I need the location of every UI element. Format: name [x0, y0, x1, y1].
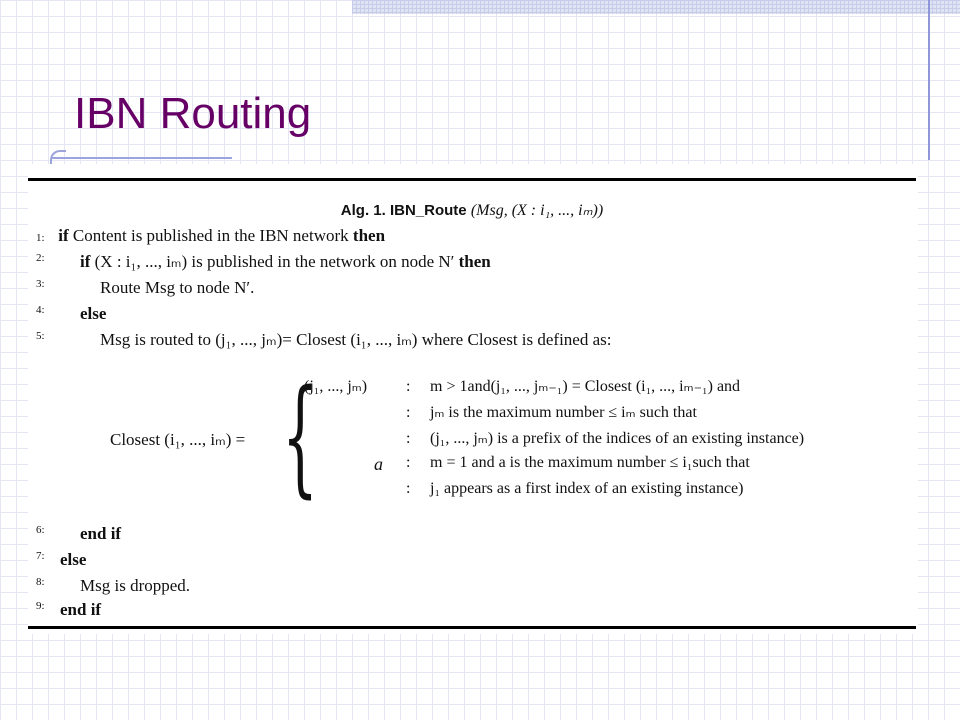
algorithm-line-5 [36, 330, 612, 350]
keyword: then [458, 252, 491, 271]
case-text: jₘ is the maximum number ≤ iₘ such that [430, 404, 697, 421]
line-number: 2: [36, 252, 45, 264]
line-text: (X : i₁, ..., iₘ) is published in the network on node N′ [90, 252, 459, 271]
case-text: m = 1 and a is the maximum number ≤ i₁such that [430, 454, 750, 471]
keyword: end if [60, 600, 102, 619]
algorithm-line-8 [36, 576, 191, 596]
line-text: Content is published in the IBN network [68, 226, 353, 245]
algorithm-figure [28, 164, 918, 634]
case-row [304, 454, 750, 472]
keyword: if [58, 226, 69, 245]
title-underline [52, 157, 232, 159]
keyword: if [80, 252, 91, 271]
algorithm-line-3 [36, 278, 255, 298]
case-row [304, 402, 697, 422]
right-decorative-rule [928, 0, 930, 160]
line-number: 6: [36, 524, 45, 536]
case-colon: : [406, 404, 411, 421]
algorithm-line-6 [36, 524, 122, 544]
slide-title: IBN Routing [74, 89, 312, 138]
case-colon: : [406, 378, 411, 395]
algorithm-line-1 [36, 226, 385, 246]
left-brace: { [282, 363, 319, 510]
top-rule [28, 178, 916, 181]
algorithm-line-9 [36, 600, 102, 620]
algorithm-caption-name: Alg. 1. IBN_Route [340, 202, 467, 219]
alpha-label: a [374, 454, 383, 474]
closest-definition-lhs: Closest (i₁, ..., iₘ) = [110, 430, 246, 449]
case-condition: (j₁, ..., jₘ) [304, 378, 368, 395]
case-colon: : [406, 430, 411, 447]
line-number: 5: [36, 330, 45, 342]
case-row [304, 480, 743, 498]
algorithm-line-2 [36, 252, 491, 272]
line-text: Route Msg to node N′. [100, 278, 255, 297]
keyword: else [60, 550, 87, 569]
algorithm-caption [28, 200, 916, 220]
line-number: 3: [36, 278, 45, 290]
bottom-rule [28, 626, 916, 629]
keyword: then [352, 226, 386, 245]
case-row [304, 428, 804, 448]
case-text: m > 1and(j₁, ..., jₘ₋₁) = Closest (i₁, ..., iₘ₋₁) and [430, 378, 741, 395]
case-colon: : [406, 454, 411, 471]
line-text: Msg is routed to (j₁, ..., jₘ)= Closest (i₁, ..., iₘ) where Closest is defined as: [100, 330, 612, 349]
algorithm-line-4 [36, 304, 107, 324]
case-row [304, 376, 740, 396]
keyword: else [80, 304, 107, 323]
algorithm-line-7 [36, 550, 87, 570]
keyword: end if [80, 524, 122, 543]
algorithm-caption-args: (Msg, (X : i₁, ..., iₘ)) [470, 202, 604, 219]
case-text: j₁ appears as a first index of an existing instance) [430, 480, 744, 497]
line-number: 8: [36, 576, 45, 588]
line-number: 1: [36, 232, 45, 244]
case-text: (j₁, ..., jₘ) is a prefix of the indices of an existing instance) [430, 430, 805, 447]
line-number: 7: [36, 550, 45, 562]
case-colon: : [406, 480, 411, 497]
line-number: 4: [36, 304, 45, 316]
line-number: 9: [36, 600, 45, 612]
top-decorative-band [352, 0, 960, 14]
line-text: Msg is dropped. [80, 576, 191, 595]
